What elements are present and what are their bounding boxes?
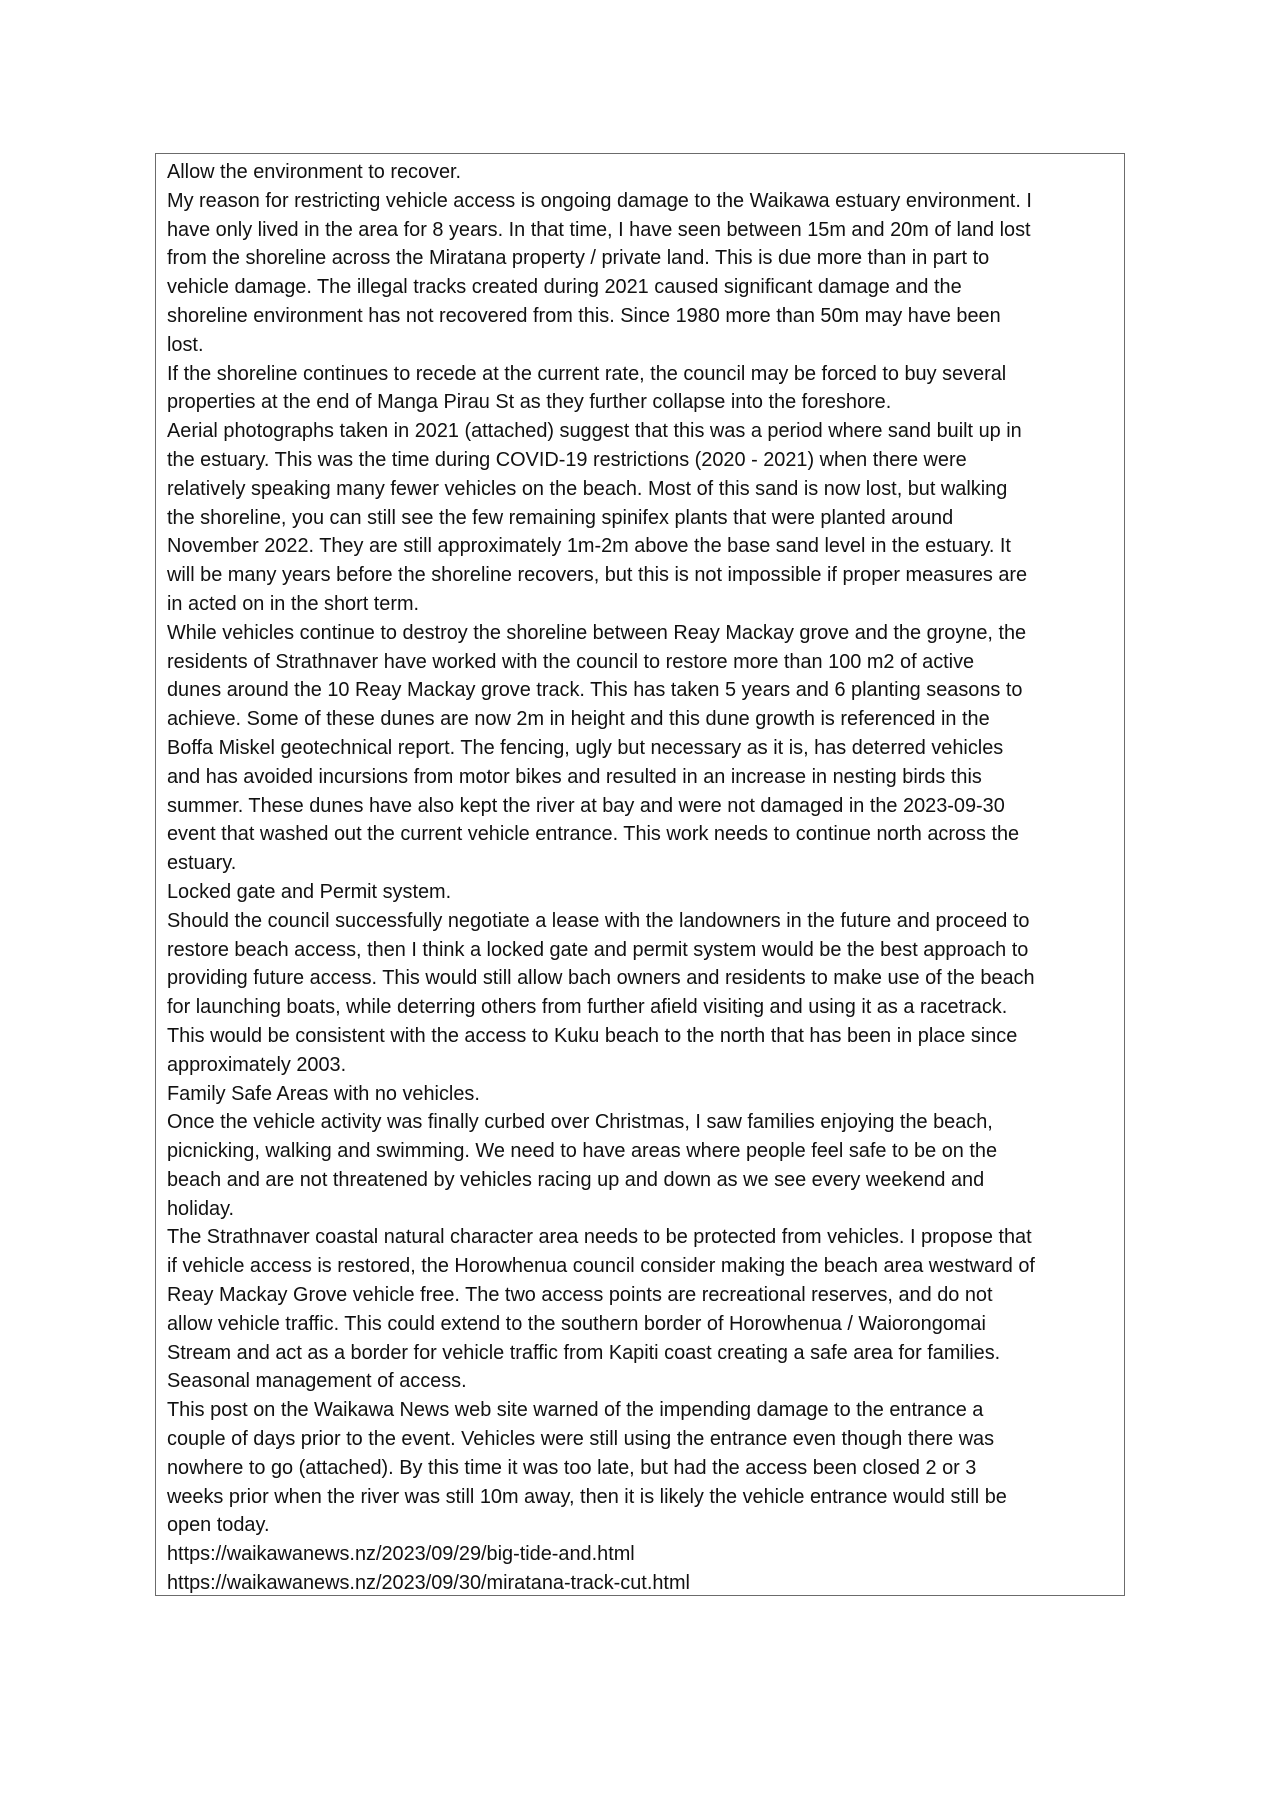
text-line: properties at the end of Manga Pirau St as they further collapse into the foreshore. (167, 391, 892, 414)
text-line: This would be consistent with the access to Kuku beach to the north that has been in place since (167, 1024, 1018, 1047)
text-line: shoreline environment has not recovered from this. Since 1980 more than 50m may have been (167, 304, 1001, 327)
text-line: vehicle damage. The illegal tracks created during 2021 caused significant damage and the (167, 276, 962, 299)
text-line: November 2022. They are still approximately 1m-2m above the base sand level in the estuary. It (167, 535, 1011, 558)
text-line: the estuary. This was the time during COVID-19 restrictions (2020 - 2021) when there were (167, 448, 967, 471)
submission-text-box (155, 153, 1125, 1596)
text-line: summer. These dunes have also kept the river at bay and were not damaged in the 2023-09-30 (167, 794, 1005, 817)
text-line: the shoreline, you can still see the few remaining spinifex plants that were planted around (167, 506, 954, 529)
text-line: event that washed out the current vehicle entrance. This work needs to continue north across the (167, 823, 1020, 846)
text-line: If the shoreline continues to recede at the current rate, the council may be forced to buy several (167, 362, 1007, 385)
text-line: Seasonal management of access. (167, 1370, 467, 1393)
text-line: relatively speaking many fewer vehicles on the beach. Most of this sand is now lost, but walking (167, 477, 1008, 500)
text-line: residents of Strathnaver have worked with the council to restore more than 100 m2 of active (167, 650, 975, 673)
text-line: restore beach access, then I think a locked gate and permit system would be the best approach to (167, 938, 1029, 961)
text-line: Aerial photographs taken in 2021 (attached) suggest that this was a period where sand built up in (167, 420, 1022, 443)
text-line: https://waikawanews.nz/2023/09/29/big-tide-and.html (167, 1543, 635, 1566)
text-line: Boffa Miskel geotechnical report. The fencing, ugly but necessary as it is, has deterred vehicles (167, 736, 1004, 759)
text-line: allow vehicle traffic. This could extend to the southern border of Horowhenua / Waiorongomai (167, 1312, 986, 1335)
text-line: picnicking, walking and swimming. We need to have areas where people feel safe to be on the (167, 1140, 998, 1163)
text-line: beach and are not threatened by vehicles racing up and down as we see every weekend and (167, 1168, 985, 1191)
text-line: Stream and act as a border for vehicle traffic from Kapiti coast creating a safe area for families. (167, 1341, 1001, 1364)
text-line: if vehicle access is restored, the Horowhenua council consider making the beach area westward of (167, 1255, 1035, 1278)
text-line: lost. (167, 333, 204, 356)
text-line: Reay Mackay Grove vehicle free. The two access points are recreational reserves, and do not (167, 1284, 993, 1307)
text-line: for launching boats, while deterring others from further afield visiting and using it as a racetrack. (167, 996, 1008, 1019)
text-line: dunes around the 10 Reay Mackay grove track. This has taken 5 years and 6 planting seasons to (167, 679, 1023, 702)
text-line: in acted on in the short term. (167, 592, 420, 615)
text-line: The Strathnaver coastal natural character area needs to be protected from vehicles. I propose that (167, 1226, 1032, 1249)
text-line: have only lived in the area for 8 years. In that time, I have seen between 15m and 20m of land lost (167, 218, 1031, 241)
text-line: weeks prior when the river was still 10m away, then it is likely the vehicle entrance would still be (167, 1485, 1007, 1508)
text-line: Locked gate and Permit system. (167, 880, 452, 903)
text-line: While vehicles continue to destroy the shoreline between Reay Mackay grove and the groyne, the (167, 621, 1027, 644)
text-line: providing future access. This would still allow bach owners and residents to make use of the beach (167, 967, 1035, 990)
text-line: approximately 2003. (167, 1053, 347, 1076)
text-line: Once the vehicle activity was finally curbed over Christmas, I saw families enjoying the beach, (167, 1111, 993, 1134)
text-line: nowhere to go (attached). By this time it was too late, but had the access been closed 2 or 3 (167, 1456, 977, 1479)
text-line: Should the council successfully negotiate a lease with the landowners in the future and proceed to (167, 909, 1030, 932)
text-line: open today. (167, 1514, 270, 1537)
text-line: from the shoreline across the Miratana property / private land. This is due more than in part to (167, 247, 990, 270)
text-line: holiday. (167, 1197, 235, 1220)
url-line: https://waikawanews.nz/2023/09/30/miratana-track-cut.html (167, 1572, 690, 1595)
text-line: This post on the Waikawa News web site warned of the impending damage to the entrance a (167, 1399, 984, 1422)
text-line: will be many years before the shoreline recovers, but this is not impossible if proper measures are (167, 564, 1028, 587)
text-line: and has avoided incursions from motor bikes and resulted in an increase in nesting birds this (167, 765, 982, 788)
text-line: couple of days prior to the event. Vehicles were still using the entrance even though there was (167, 1428, 995, 1451)
text-line: achieve. Some of these dunes are now 2m in height and this dune growth is referenced in the (167, 708, 990, 731)
text-line: Allow the environment to recover. (167, 161, 462, 183)
text-line: My reason for restricting vehicle access is ongoing damage to the Waikawa estuary environment. I (167, 189, 1032, 212)
text-line: Family Safe Areas with no vehicles. (167, 1082, 480, 1105)
text-line: estuary. (167, 852, 237, 875)
